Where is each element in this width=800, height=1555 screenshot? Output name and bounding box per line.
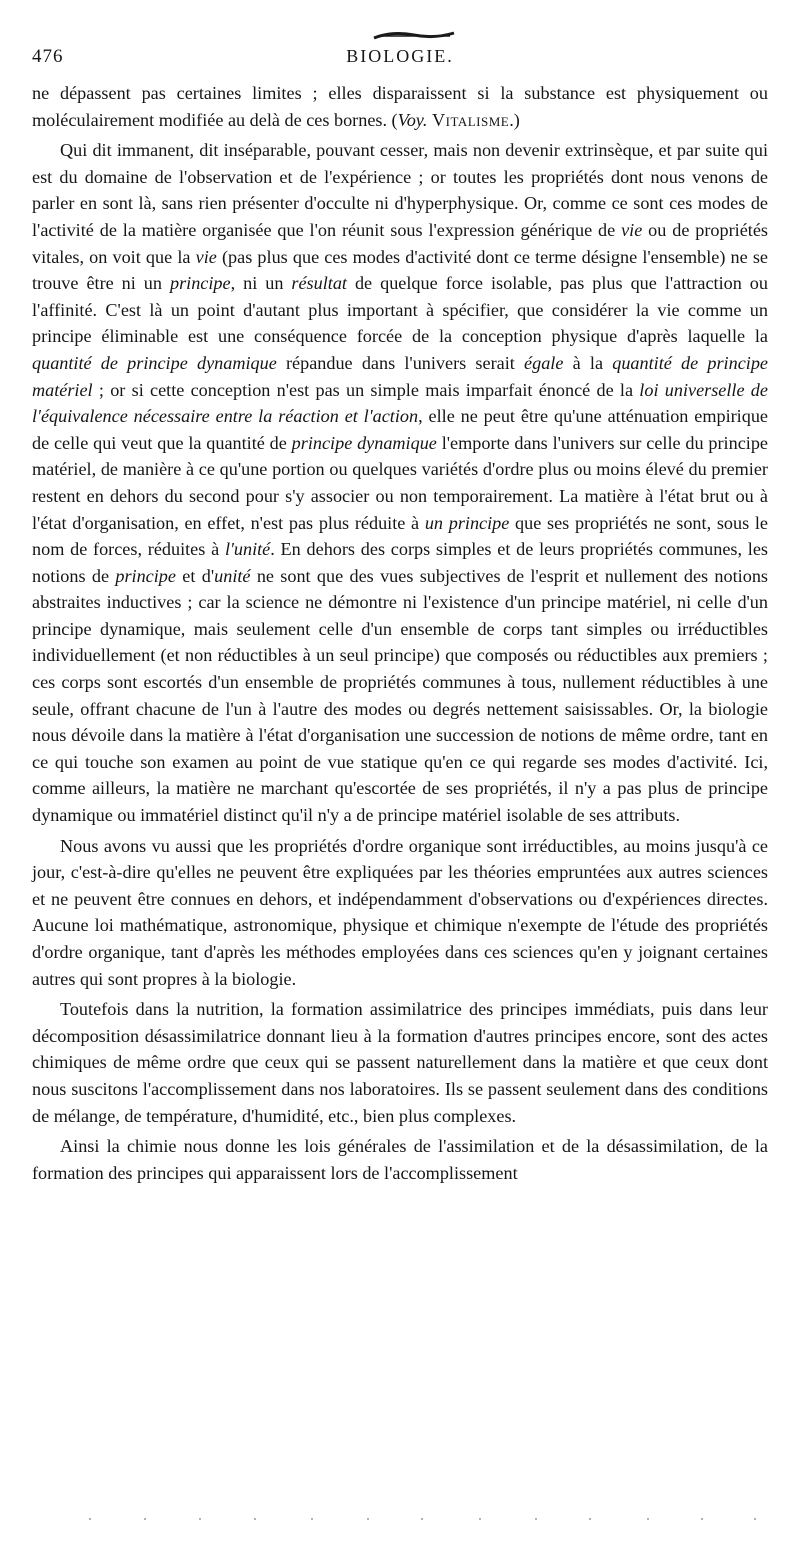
italic-text: un principe — [424, 512, 510, 533]
paragraph — [32, 996, 768, 1129]
italic-text: principe — [115, 565, 176, 586]
small-caps-text: Vitalisme — [431, 109, 510, 130]
text-run: ne sont que des vues subjectives de l'esprit et nullement des notions abstraites inductives ; car la science ne démontre ni l'existence d'un principe matériel, ni celle d'un principe dynamique, mais seulement celle d'un ensemble de corps tant simples ou irréductibles individuellement (et non réductibles à un seul principe) que composés ou réductibles aux premiers ; ces corps sont escortés d'un ensemble de propriétés communes à tous, nullement réductibles à une seule, offrant chacune de l'un à l'autre des modes ou degrés nettement saisissables. Or, la biologie nous dévoile dans la matière à l'état d'organisation une succession de notions de même ordre, tant en ce qui touche son examen au point de vue statique qu'en ce qui regarde ses modes d'activité. Ici, comme ailleurs, la matière ne marchant qu'escortée de ses propriétés, il n'y a pas plus de principe dynamique ou immatériel distinct qu'il n'y a de principe matériel isolable de ses attributs. — [32, 565, 768, 826]
paragraph — [32, 80, 768, 133]
book-page — [32, 0, 768, 1555]
page-number: 476 — [32, 46, 64, 67]
italic-text: unité — [214, 565, 251, 586]
running-title: BIOLOGIE. — [346, 46, 454, 66]
italic-text: quantité de principe dynamique — [32, 352, 277, 373]
text-run: , elle ne peut être qu'une atténuation empirique de celle qui veut que la quantité de — [32, 406, 768, 453]
italic-text: l'unité — [224, 539, 271, 560]
paragraph — [32, 137, 768, 828]
italic-text: vie — [195, 246, 217, 267]
text-run: (pas plus que ces modes d'activité dont ce terme désigne l'ensemble) ne se trouve être ni un — [32, 246, 769, 294]
print-specks — [50, 1516, 780, 1522]
italic-text: vie — [621, 219, 643, 240]
paragraph — [32, 833, 768, 993]
italic-text: principe — [169, 273, 231, 294]
body-text — [32, 80, 768, 1186]
text-run: , ni un — [230, 273, 292, 294]
header-ornament — [372, 30, 456, 42]
text-run: .) — [509, 109, 520, 130]
text-run: Nous avons vu aussi que les propriétés d'ordre organique sont irréductibles, au moins jusqu'à ce jour, c'est-à-dire qu'elles ne peuvent être expliquées par les théories empruntées aux autres sciences et ne peuvent être connues en dehors, et indépendamment d'observations ou d'expériences directes. Aucune loi mathématique, astronomique, physique et chimique n'exempte de l'étude des propriétés d'ordre organique, tant d'après les méthodes employées dans ces sciences qu'en y joignant certaines autres qui sont propres à la biologie. — [32, 835, 768, 989]
text-run: Ainsi la chimie nous donne les lois générales de l'assimilation et de la désassimilation, de la formation des principes qui apparaissent lors de l'accomplissement — [32, 1136, 768, 1183]
running-head — [32, 46, 768, 72]
text-run: que ses propriétés ne sont, sous le nom de forces, réduites à — [32, 512, 768, 560]
italic-text: résultat — [291, 273, 347, 294]
text-run: ; or si cette conception n'est pas un simple mais imparfait énoncé de la — [92, 379, 640, 400]
text-run: Qui dit immanent, dit inséparable, pouvant cesser, mais non devenir extrinsèque, et par suite qui est du domaine de l'observation et de l'expérience ; or toutes les propriétés dont nous venons de parler en sont là, sans rien présenter d'occulte ni d'hyperphysique. Or, comme ce sont ces modes de l'activité de la matière organisée que l'on réunit sous l'expression générique de — [32, 140, 768, 240]
text-run: l'emporte dans l'univers sur celle du principe matériel, de manière à ce qu'une portion ou quelques variétés d'ordre plus ou moins élevé du premier restent en dehors du second pour s'y associer ou non temporairement. La matière à l'état brut ou à l'état d'organisation, en effet, n'est pas plus réduite à — [32, 432, 769, 533]
paragraph — [32, 1133, 768, 1186]
italic-text: loi universelle de l'équivalence nécessaire entre la réaction et l'action — [32, 379, 768, 427]
italic-text: principe dynamique — [291, 432, 437, 453]
italic-text: Voy. — [397, 109, 428, 130]
italic-text: quantité de principe matériel — [32, 352, 768, 400]
text-run: et d' — [175, 565, 215, 586]
text-run: . En dehors des corps simples et de leurs propriétés communes, les notions de — [32, 539, 768, 586]
text-run: de quelque force isolable, pas plus que l'attraction ou l'affinité. C'est là un point d'autant plus important à spécifier, que considérer la vie comme un principe éliminable est une conséquence forcée de la conception physique d'après laquelle la — [32, 273, 768, 347]
text-run: ne dépassent pas certaines limites ; elles disparaissent si la substance est physiquement ou moléculairement modifiée au delà de ces bornes. ( — [32, 83, 768, 130]
text-run: Toutefois dans la nutrition, la formation assimilatrice des principes immédiats, puis dans leur décomposition désassimilatrice donnant lieu à la formation d'autres principes encore, sont des actes chimiques de même ordre que ceux qui se passent naturellement dans la matière et que ceux dont nous suscitons l'accomplissement dans nos laboratoires. Ils se passent seulement dans des conditions de mélange, de température, d'humidité, etc., bien plus complexes. — [32, 999, 768, 1126]
text-run: ou de propriétés vitales, on voit que la — [32, 219, 769, 267]
text-run: à la — [563, 352, 613, 373]
text-run: répandue dans l'univers serait — [276, 352, 525, 373]
italic-text: égale — [524, 352, 564, 373]
